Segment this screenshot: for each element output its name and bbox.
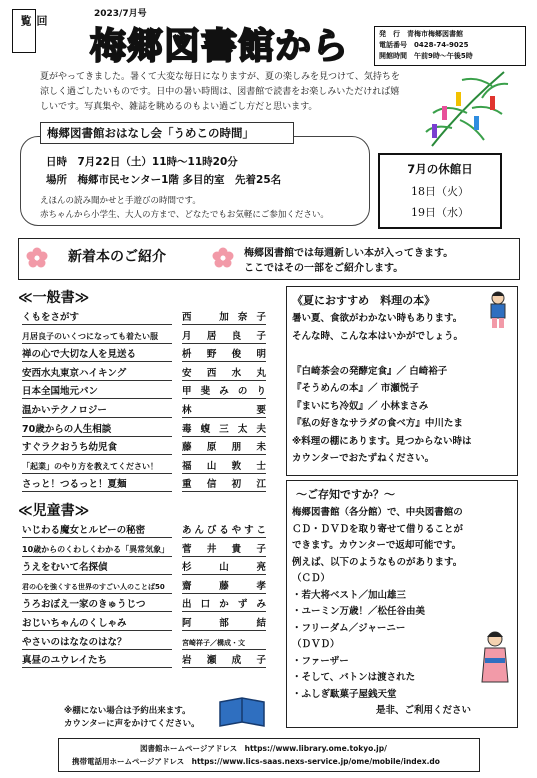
- publisher-phone: 電話番号 0428-74-9025: [379, 41, 469, 49]
- book-author: 甲斐みのり: [182, 386, 266, 398]
- publisher-box: [374, 26, 526, 66]
- children-heading: ≪児童書≫: [18, 503, 90, 519]
- didyouknow-line: ・ふしぎ駄菓子屋銭天堂: [292, 688, 397, 700]
- book-author: 阿 部 結: [182, 618, 266, 629]
- book-title: 10歳からのくわしくわかる「異常気象」: [22, 544, 170, 554]
- book-row: [22, 576, 266, 594]
- summer-line: カウンターでおたずねください。: [292, 453, 435, 464]
- summer-line: 『白崎茶会の発酵定食』／ 白崎裕子: [292, 365, 448, 377]
- yukata-girl-icon: [478, 630, 512, 686]
- book-row: [22, 400, 266, 418]
- didyouknow-line: （ＤＶＤ）: [292, 639, 340, 650]
- summer-line: 『私の好きなサラダの食べ方』中川たま: [292, 418, 463, 429]
- publisher-line: 発 行 青梅市梅郷図書館: [379, 30, 463, 38]
- book-author: 宮崎祥子／構成・文: [182, 638, 245, 647]
- book-icon: [216, 694, 268, 730]
- plum-flower-icon: [26, 247, 48, 269]
- book-author: 岩 瀬 成 子: [182, 655, 266, 667]
- book-title: さっと！つるっと！夏麺: [22, 479, 127, 491]
- publisher-hours: 開館時間 午前9時～午後5時: [379, 52, 473, 60]
- book-author: 出口かずみ: [182, 599, 266, 611]
- book-title: うろおぼえ一家のきゅうじつ: [22, 599, 146, 611]
- book-author: 枡 野 俊 明: [182, 349, 266, 361]
- page-title: 梅郷図書館から: [90, 25, 350, 67]
- book-row: [22, 557, 266, 575]
- footer-url-mobile[interactable]: 携帯電話用ホームページアドレス https://www.lics-saas.nexs-service.jp/ome/mobile/index.do: [72, 757, 440, 766]
- book-title: 「起業」のやり方を教えてください！: [22, 461, 158, 471]
- book-row: [22, 539, 266, 557]
- storytime-date: 日時 7月22日（土）11時～11時20分: [46, 156, 238, 168]
- underline: [182, 667, 266, 668]
- book-title: 温かいテクノロジー: [22, 405, 107, 416]
- didyouknow-line: （ＣＤ）: [292, 573, 331, 584]
- summer-line: 暑い夏、食欲がわかない時もあります。: [292, 313, 463, 324]
- didyouknow-title: ～ご存知ですか？～: [296, 488, 395, 501]
- book-title: 月居良子のいくつになっても着たい服: [22, 331, 158, 341]
- book-author: 齋 藤 孝: [182, 580, 266, 592]
- didyouknow-line: 是非、ご利用ください: [376, 705, 472, 716]
- book-row: [22, 344, 266, 362]
- reserve-note-1: ※棚にない場合は予約出来ます。: [64, 706, 191, 716]
- book-row: [22, 613, 266, 631]
- book-row: [22, 419, 266, 437]
- issue-label: 2023/7月号: [94, 9, 147, 19]
- summer-line: そんな時、こんな本はいかがでしょう。: [292, 330, 464, 342]
- book-title: おじいちゃんのくしゃみ: [22, 618, 127, 629]
- book-title: 安西水丸東京ハイキング: [22, 367, 127, 379]
- didyouknow-line: 梅郷図書館（各分館）で、中央図書館の: [292, 507, 463, 518]
- book-title: 禅の心で大切な人を見送る: [22, 349, 137, 361]
- book-author: 福 山 敦 士: [182, 460, 266, 472]
- intro-text: 夏がやってきました。暑くて大変な毎日になりますが、夏の楽しみを見つけて、気持ちを涼しく過ごしたいものです。日中の暑い時間は、図書館で読書をお楽しみいただければ嬉しいです。写真集や、雑誌を眺めるのもよい過ごし方だと思います。: [40, 72, 400, 112]
- book-author: 月 居 良 子: [182, 330, 266, 342]
- newbooks-desc-2: ここではその一部をご紹介します。: [244, 263, 404, 274]
- closed-days-title: 7月の休館日: [407, 162, 473, 176]
- book-row: [22, 520, 266, 538]
- book-row: [22, 650, 266, 668]
- book-author: 安 西 水 丸: [182, 367, 266, 379]
- summer-line: ※料理の棚にあります。見つからない時は: [292, 435, 472, 447]
- book-title: 真昼のユウレイたち: [22, 655, 108, 667]
- closed-day-2: 19日（水）: [411, 206, 469, 219]
- kairan-badge: [12, 9, 48, 53]
- didyouknow-line: ・ユーミン万歳！／松任谷由美: [292, 606, 426, 617]
- book-title: くもをさがす: [22, 312, 80, 323]
- book-title: 70歳からの人生相談: [22, 423, 112, 435]
- book-row: [22, 363, 266, 381]
- book-row: [22, 456, 266, 474]
- tanabata-bamboo-icon: [412, 68, 512, 148]
- book-row: [22, 594, 266, 612]
- closed-day-1: 18日（火）: [411, 185, 469, 198]
- summer-line: 『そうめんの本』／ 市瀬悦子: [292, 383, 419, 394]
- book-title: すぐラクおうち幼児食: [22, 442, 118, 454]
- didyouknow-line: 例えば、以下のようなものがあります。: [292, 556, 463, 568]
- footer-url-pc[interactable]: 図書館ホームページアドレス https://www.library.ome.tokyo.jp/: [140, 744, 387, 753]
- didyouknow-line: ＣＤ・ＤＶＤを取り寄せて借りることが: [292, 523, 464, 535]
- storytime-note-1: えほんの読み聞かせと手遊びの時間です。: [40, 196, 201, 206]
- book-title: うえをむいて名探偵: [22, 562, 108, 574]
- summer-line: 『まいにち冷奴』／ 小林まさみ: [292, 400, 429, 412]
- storytime-title: 梅郷図書館おはなし会「うめこの時間」: [47, 126, 254, 140]
- newbooks-title: 新着本のご紹介: [68, 249, 166, 265]
- child-figure-icon: [484, 290, 512, 330]
- underline: [22, 491, 172, 492]
- book-author: 藤 原 朋 未: [182, 442, 266, 454]
- book-author: あんびるやすこ: [182, 525, 266, 536]
- kairan-text: 回覧: [19, 15, 48, 32]
- book-title: 日本全国地元パン: [22, 386, 99, 398]
- newbooks-desc-1: 梅郷図書館では毎週新しい本が入ってきます。: [244, 248, 454, 259]
- book-row: [22, 474, 266, 492]
- book-author: 毒蝮三太夫: [182, 423, 266, 435]
- book-author: 林 要: [182, 405, 266, 416]
- didyouknow-line: ・ファーザー: [292, 655, 349, 667]
- book-row: [22, 326, 266, 344]
- didyouknow-line: ・フリーダム／ジャーニー: [292, 622, 406, 634]
- reserve-note-2: カウンターに声をかけてください。: [64, 719, 200, 729]
- book-row: [22, 437, 266, 455]
- book-author: 菅 井 貴 子: [182, 543, 266, 555]
- underline: [182, 491, 266, 492]
- book-title: いじわる魔女とルビーの秘密: [22, 525, 146, 536]
- book-row: [22, 632, 266, 650]
- summer-books-title: 《夏におすすめ 料理の本》: [292, 294, 436, 307]
- didyouknow-line: ・若大将ベスト／加山雄三: [292, 589, 407, 601]
- book-author: 西 加奈子: [182, 312, 266, 323]
- book-title: やさいのはななのはな？: [22, 636, 127, 648]
- storytime-place: 場所 梅郷市民センター1階 多目的室 先着25名: [46, 174, 282, 186]
- storytime-title-box: [40, 122, 294, 144]
- general-heading: ≪一般書≫: [18, 290, 90, 306]
- underline: [22, 667, 172, 668]
- book-author: 重 信 初 江: [182, 479, 266, 491]
- closed-days-box: [378, 153, 502, 229]
- book-title: 君の心を強くする世界のすごい人のことば50: [22, 582, 165, 591]
- book-row: [22, 381, 266, 399]
- didyouknow-line: ・そして、バトンは渡された: [292, 672, 416, 683]
- didyouknow-line: できます。カウンターで返却可能です。: [292, 540, 462, 551]
- storytime-note-2: 赤ちゃんから小学生、大人の方まで、どなたでもお気軽にご参加ください。: [40, 210, 329, 220]
- book-author: 杉 山 亮: [182, 562, 266, 574]
- plum-flower-icon: [212, 247, 234, 269]
- book-row: [22, 307, 266, 325]
